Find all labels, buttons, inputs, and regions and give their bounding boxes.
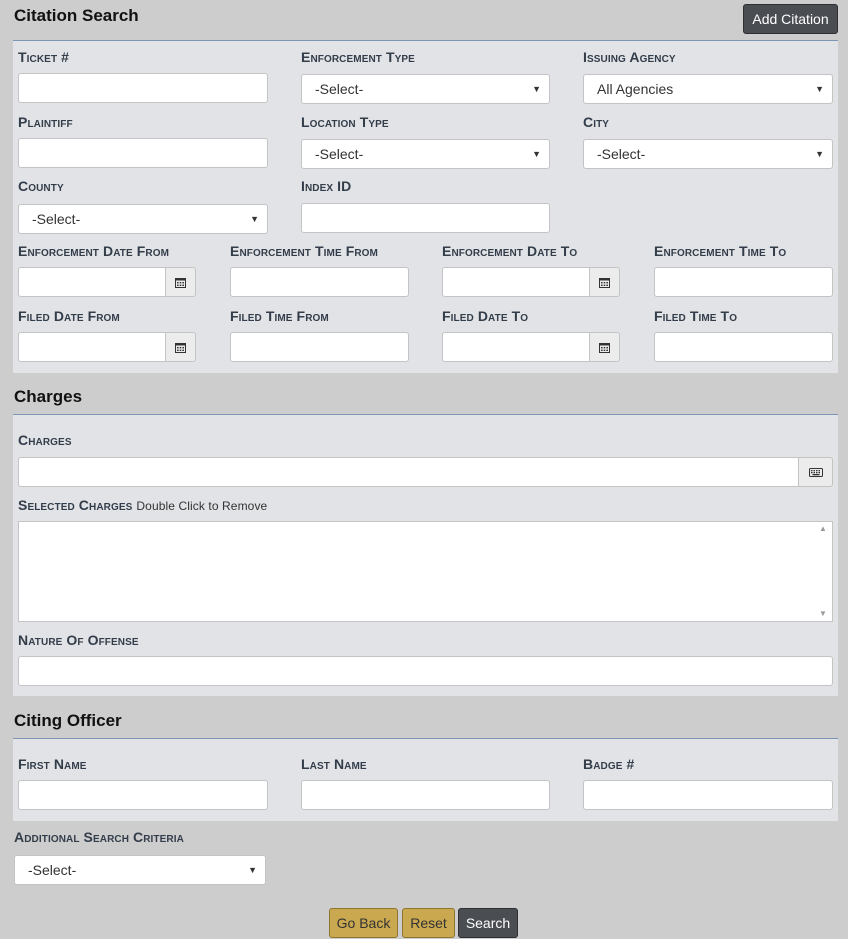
nature-of-offense-label: Nature Of Offense (18, 632, 139, 648)
county-value: -Select- (32, 211, 81, 227)
location-type-value: -Select- (315, 146, 364, 162)
filed-date-to-input[interactable] (442, 332, 590, 362)
charges-label: Charges (18, 432, 72, 448)
enforcement-time-from-label: Enforcement Time From (230, 243, 378, 259)
county-select[interactable] (18, 204, 268, 234)
filed-date-from-label: Filed Date From (18, 308, 120, 324)
additional-search-select[interactable] (14, 855, 266, 885)
caret-down-icon: ▼ (532, 84, 541, 94)
citation-search-title: Citation Search (14, 6, 139, 25)
calendar-icon (175, 342, 186, 353)
filed-time-from-label: Filed Time From (230, 308, 329, 324)
enforcement-type-select[interactable] (301, 74, 550, 104)
caret-down-icon: ▼ (248, 865, 257, 875)
plaintiff-label: Plaintiff (18, 114, 73, 130)
selected-charges-scrollbar[interactable] (815, 522, 832, 621)
first-name-label: First Name (18, 756, 87, 772)
enforcement-date-to-input[interactable] (442, 267, 590, 297)
county-label: County (18, 178, 64, 194)
enforcement-time-from-input[interactable] (230, 267, 409, 297)
keyboard-icon (809, 468, 823, 477)
issuing-agency-value: All Agencies (597, 81, 674, 97)
calendar-icon (175, 277, 186, 288)
location-type-select[interactable] (301, 139, 550, 169)
filed-time-from-input[interactable] (230, 332, 409, 362)
enforcement-time-to-input[interactable] (654, 267, 833, 297)
caret-down-icon: ▼ (532, 149, 541, 159)
filed-date-from-input[interactable] (18, 332, 166, 362)
last-name-input[interactable] (301, 780, 550, 810)
selected-charges-label (18, 497, 267, 513)
plaintiff-input[interactable] (18, 138, 268, 168)
scroll-up-icon[interactable]: ▲ (819, 524, 827, 533)
filed-time-to-label: Filed Time To (654, 308, 738, 324)
add-citation-button[interactable]: Add Citation (743, 4, 838, 34)
filed-time-to-input[interactable] (654, 332, 833, 362)
charges-title: Charges (14, 387, 83, 406)
citing-officer-title: Citing Officer (14, 711, 122, 730)
go-back-button[interactable]: Go Back (329, 908, 398, 938)
nature-of-offense-input[interactable] (18, 656, 833, 686)
caret-down-icon: ▼ (815, 149, 824, 159)
issuing-agency-select[interactable] (583, 74, 833, 104)
index-id-input[interactable] (301, 203, 550, 233)
calendar-icon (599, 342, 610, 353)
ticket-label: Ticket # (18, 49, 70, 65)
index-id-label: Index ID (301, 178, 352, 194)
enforcement-time-to-label: Enforcement Time To (654, 243, 787, 259)
selected-charges-label-text: Selected Charges (18, 497, 133, 513)
scroll-down-icon[interactable]: ▼ (819, 609, 827, 618)
last-name-label: Last Name (301, 756, 367, 772)
calendar-icon (599, 277, 610, 288)
search-button[interactable]: Search (458, 908, 518, 938)
enforcement-type-value: -Select- (315, 81, 364, 97)
calendar-button[interactable] (165, 332, 196, 362)
city-label: City (583, 114, 610, 130)
selected-charges-list[interactable] (18, 521, 833, 622)
enforcement-date-from-input[interactable] (18, 267, 166, 297)
issuing-agency-label: Issuing Agency (583, 49, 676, 65)
city-value: -Select- (597, 146, 646, 162)
ticket-input[interactable] (18, 73, 268, 103)
filed-date-to-label: Filed Date To (442, 308, 529, 324)
keyboard-button[interactable] (798, 457, 833, 487)
charges-input[interactable] (18, 457, 800, 487)
additional-search-label: Additional Search Criteria (14, 829, 184, 845)
additional-search-value: -Select- (28, 862, 77, 878)
reset-button[interactable]: Reset (402, 908, 455, 938)
enforcement-date-to-label: Enforcement Date To (442, 243, 578, 259)
badge-input[interactable] (583, 780, 833, 810)
calendar-button[interactable] (165, 267, 196, 297)
enforcement-type-label: Enforcement Type (301, 49, 415, 65)
caret-down-icon: ▼ (815, 84, 824, 94)
caret-down-icon: ▼ (250, 214, 259, 224)
selected-charges-hint: Double Click to Remove (136, 499, 268, 513)
badge-label: Badge # (583, 756, 635, 772)
calendar-button[interactable] (589, 267, 620, 297)
enforcement-date-from-label: Enforcement Date From (18, 243, 170, 259)
location-type-label: Location Type (301, 114, 389, 130)
city-select[interactable] (583, 139, 833, 169)
first-name-input[interactable] (18, 780, 268, 810)
calendar-button[interactable] (589, 332, 620, 362)
